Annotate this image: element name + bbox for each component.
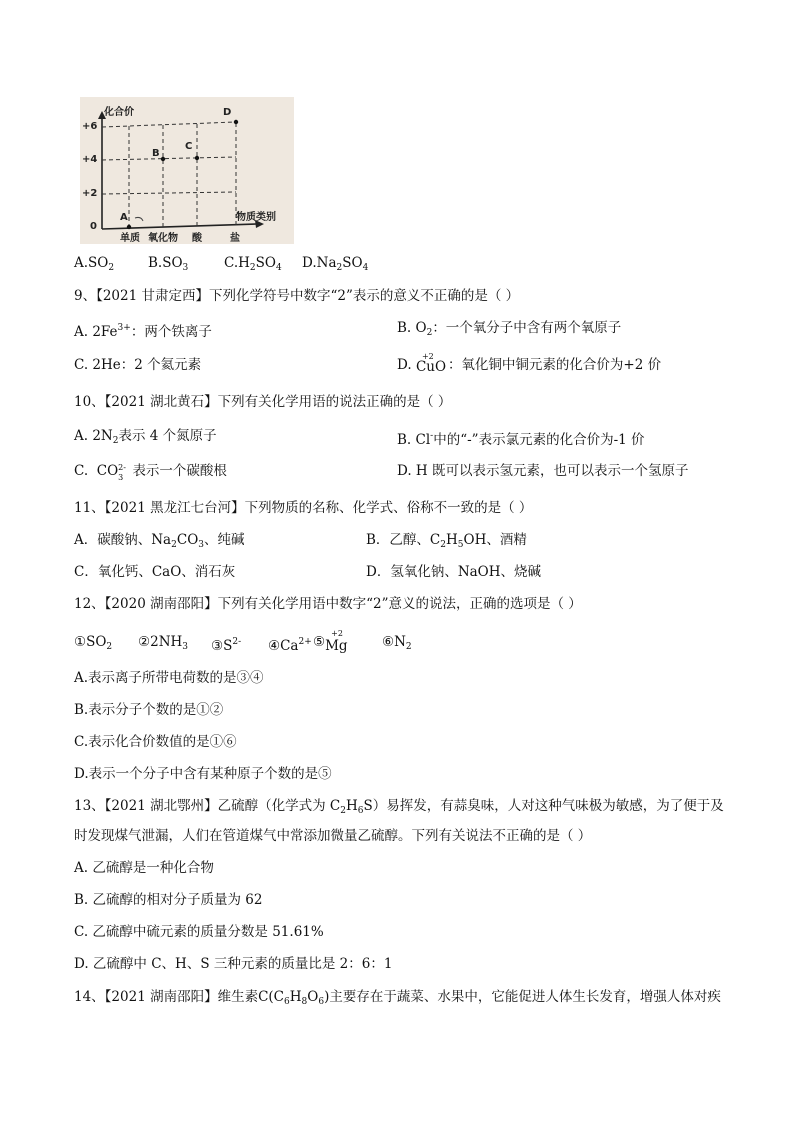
point-d-label: D (223, 107, 232, 118)
y-tick-2: +2 (82, 188, 98, 199)
point-c (195, 156, 199, 160)
x-cat-acid: 酸 (192, 233, 202, 244)
q12-option-a: A.表示离子所带电荷数的是③④ (74, 670, 264, 686)
point-c-label: C (185, 141, 193, 152)
x-axis-label: 物质类别 (236, 212, 276, 223)
x-cat-oxide: 氧化物 (148, 233, 178, 244)
q10-option-a: A. $2N_2$表示 4 个氮原子 (74, 428, 217, 446)
q12-item-4: $④Ca^{2+}$ (268, 637, 312, 654)
mg-valence-formula: +2 Mg (325, 629, 348, 654)
q14-stem: 14、【2021 湖南邵阳】维生素$C(C_6H_8O_6)$主要存在于蔬菜、水果中，它能促进人体生长发育，增强人体对疾 (74, 989, 721, 1007)
valence-chart-figure (80, 97, 294, 244)
y-tick-4: +4 (82, 154, 98, 165)
y-tick-0: 0 (90, 221, 97, 232)
q12-item-1: $①SO_2$ (74, 634, 113, 652)
y-axis-label: 化合价 (104, 107, 134, 118)
point-b-label: B (152, 148, 160, 159)
point-b (161, 157, 165, 161)
grid-h-6 (102, 122, 236, 127)
q8-option-b: $B.SO_3$ (148, 255, 189, 273)
q12-stem: 12、【2020 湖南邵阳】下列有关化学用语中数字“2”意义的说法，正确的选项是（ ） (74, 596, 582, 612)
q11-option-b: B．乙醇、$C_2H_5OH$、酒精 (366, 532, 527, 550)
q12-item-5: ⑤ +2 Mg (313, 629, 348, 654)
q13-stem-line2: 时发现煤气泄漏，人们在管道煤气中常添加微量乙硫醇。下列有关说法不正确的是（ ） (74, 828, 592, 844)
q10-option-d: D. H 既可以表示氢元素，也可以表示一个氢原子 (397, 463, 689, 479)
x-cat-element: 单质 (120, 233, 140, 244)
q11-option-d: D．氢氧化钠、NaOH、烧碱 (366, 564, 542, 580)
point-a-mark (135, 217, 143, 221)
q13-option-d: D. 乙硫醇中 C、H、S 三种元素的质量比是 2：6：1 (74, 956, 393, 972)
q12-option-c: C.表示化合价数值的是①⑥ (74, 734, 237, 750)
q12-item-2: $②2NH_3$ (138, 634, 189, 652)
x-cat-salt: 盐 (230, 233, 240, 244)
q10-option-c: C. CO 2- 3 表示一个碳酸根 (74, 463, 227, 482)
q8-option-d: $D.Na_2SO_4$ (302, 255, 369, 273)
q12-item-6: $⑥N_2$ (382, 634, 412, 652)
q11-option-c: C．氧化钙、CaO、消石灰 (74, 564, 236, 580)
grid-h-4 (102, 157, 236, 160)
q12-item-3: $③S^{2-}$ (211, 637, 242, 654)
q9-option-a: A. $2Fe^{3+}$：两个铁离子 (74, 323, 212, 340)
q12-option-d: D.表示一个分子中含有某种原子个数的是⑤ (74, 766, 332, 782)
y-tick-6: +6 (82, 121, 98, 132)
q9-stem: 9、【2021 甘肃定西】下列化学符号中数字“2”表示的意义不正确的是（ ） (74, 288, 520, 304)
q9-option-d: D. +2 CuO ：氧化铜中铜元素的化合价为+2 价 (397, 352, 662, 375)
q11-option-a: A．碳酸钠、$Na_2CO_3$、纯碱 (74, 532, 245, 550)
q10-stem: 10、【2021 湖北黄石】下列有关化学用语的说法正确的是（ ） (74, 394, 452, 410)
q10-option-b: B. Cl-中的“-”表示氯元素的化合价为-1 价 (397, 431, 645, 448)
q11-stem: 11、【2021 黑龙江七台河】下列物质的名称、化学式、俗称不一致的是（ ） (74, 500, 533, 516)
q8-option-c: $C.H_2SO_4$ (224, 255, 282, 273)
q13-stem-line1: 13、【2021 湖北鄂州】乙硫醇（化学式为 $C_2H_6S$）易挥发，有蒜臭味，人对这种气味极为敏感，为了便于及 (74, 798, 724, 816)
cuo-valence-formula: +2 CuO (415, 352, 447, 375)
q9-option-c: C. 2He：2 个氦元素 (74, 357, 202, 373)
q13-option-c: C. 乙硫醇中硫元素的质量分数是 51.61% (74, 924, 324, 940)
q8-option-a: $A.SO_2$ (74, 255, 115, 273)
grid-h-2 (102, 192, 236, 194)
point-d (234, 120, 238, 124)
q9-option-b: B. $O_2$：一个氧分子中含有两个氧原子 (397, 320, 622, 338)
q13-option-b: B. 乙硫醇的相对分子质量为 62 (74, 892, 263, 908)
q13-option-a: A. 乙硫醇是一种化合物 (74, 860, 214, 876)
q12-option-b: B.表示分子个数的是①② (74, 702, 224, 718)
point-a-label: A (120, 212, 128, 223)
